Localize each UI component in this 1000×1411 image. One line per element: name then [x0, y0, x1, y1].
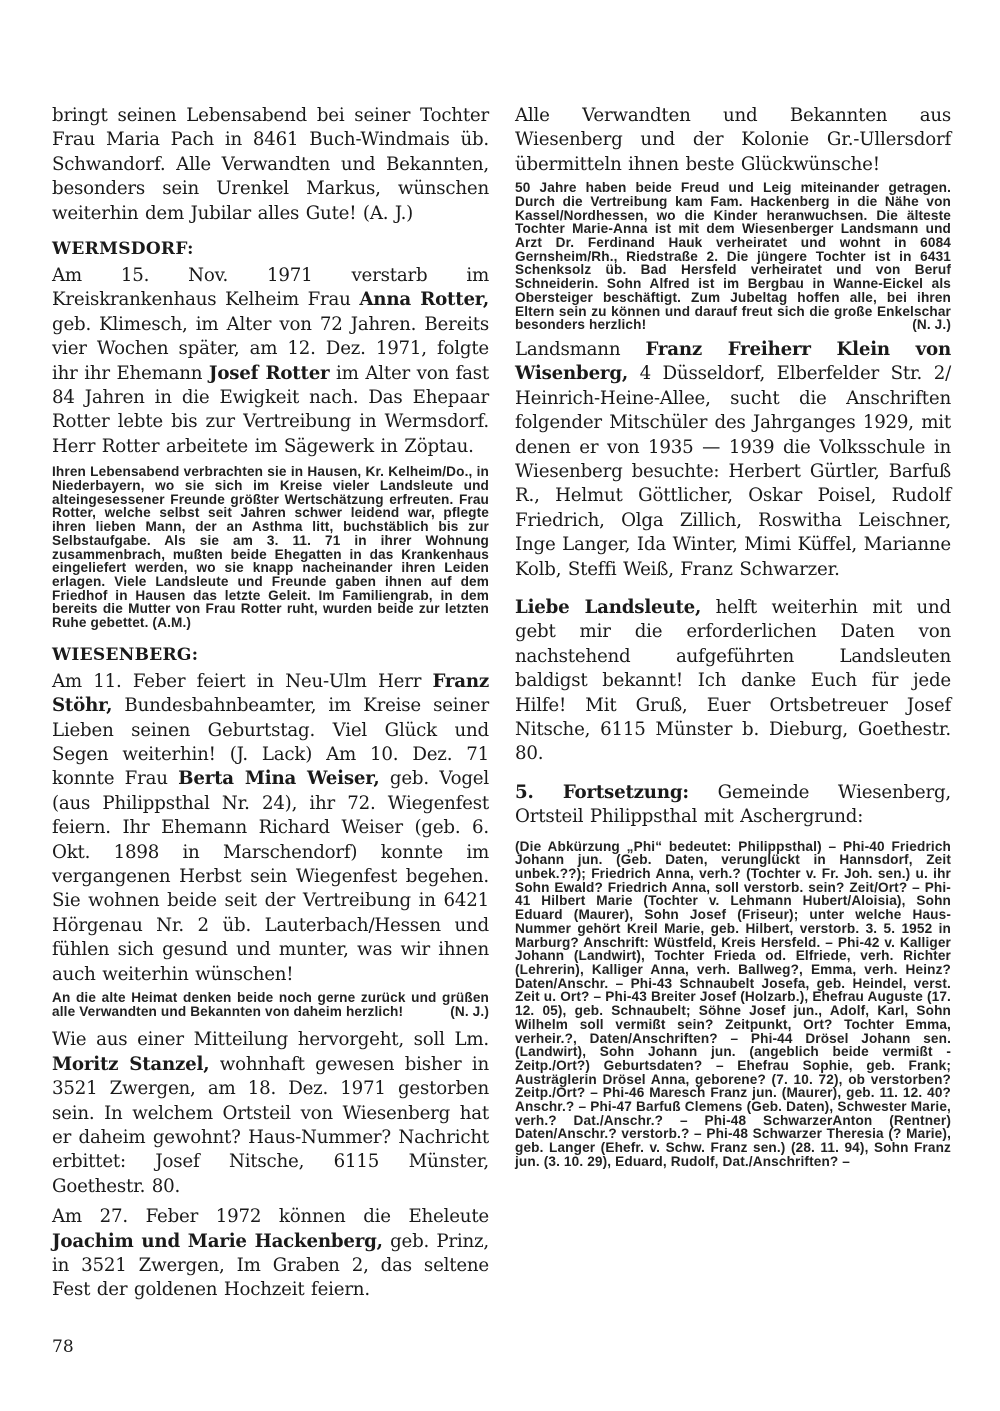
- wermsdorf-detail: Ihren Lebensabend verbrachten sie in Hausen, Kr. Kelheim/Do., in Niederbayern, wo sie sich im Kreise vieler Landsleute und alteingesessener Freunde größter Wertschätzung erfreuten. Frau Rotter, welche selbst seit Jahren schwer leidend war, pflegte ihren lieben Mann, der an Asthma litt, buchstäblich bis zur Selbstaufgabe. Als sie am 3. 11. 71 in ihrer Wohnung zusammenbrach, mußten beide Ehegatten in das Krankenhaus eingeliefert werden, wo sie knapp nacheinander ihren Leiden erlagen. Viele Landsleute und Freunde gaben ihnen auf dem Friedhof in Hausen das letzte Geleit. Im Familiengrab, in dem bereits die Mutter von Frau Rotter ruht, wurden beide zur letzten Ruhe gebettet. (A.M.): [52, 464, 489, 631]
- person-name: Franz Stöhr,: [52, 670, 489, 717]
- appeal-paragraph: Liebe Landsleute, helft weiterhin mit und gebt mir die erforderlichen Daten von nachstehend aufgeführten Landsleuten baldigst bekannt! Ich danke Euch für jede Hilfe! Mit Gruß, Euer Ortsbetreuer Josef Nitsche, 6115 Münster b. Dieburg, Goethestr. 80.: [515, 597, 952, 765]
- residents-list: (Die Abkürzung „Phi“ bedeutet: Philippsthal) – Phi-40 Friedrich Johann jun. (Geb. Daten, verunglückt in Hannsdorf, Zeit unbek.??); Friedrich Anna, verh.? (Tochter v. Fr. Joh. sen.) u. ihr Sohn Ewald? Friedrich Anna, soll verstorb. sein? Zeit/Ort? – Phi-41 Hilbert Marie (Tochter v. Lehmann Hubert/Aloisia), Sohn Eduard (Maurer), Sohn Josef (Friseur); unter welche Haus-Nummer gehört Kreil Marie, geb. Hilbert, verstorb. 3. 5. 1952 in Marburg? Anschrift: Wüstfeld, Kreis Hersfeld. – Phi-42 v. Kalliger Johann (Landwirt), Tochter Frieda od. Elfriede, verh. Richter (Lehrerin), Kalliger Anna, verh. Ballweg?, Emma, verh. Heinz? Daten/Anschr. – Phi-43 Schnaubelt Josefa, geb. Heindel, verst. Zeit u. Ort? – Phi-43 Breiter Josef (Holzarb.), Ehefrau Auguste (17. 12. 05), geb. Schnaubelt; Söhne Josef jun., Adolf, Karl, Sohn Wilhelm soll vermißt sein? Zeitpunkt, Ort? Tochter Emma, verheir.?, Daten/Anschriften? – Phi-44 Drösel Johann sen. (Landwirt), Sohn Johann jun. (angeblich beide vermißt - Zeitp./Ort?) Geburtsdaten? – Ehefrau Sophie, geb. Frank; Austräglerin Drösel Anna, geborene? (7. 10. 72), ob verstorben? Zeitp./Ort? – Phi-46 Maresch Franz jun. (Maurer), geb. 11. 12. 40? Anschr.? – Phi-47 Barfuß Clemens (Geb. Daten), Schwester Marie, verh.? Dat./Anschr.? – Phi-48 SchwarzerAnton (Rentner) Daten/Anschr.? verstorb.? – Phi-48 Schwarzer Theresia (? Marie), geb. Langer (Ehefr. v. Schw. Franz sen.) (28. 11. 94), Sohn Franz jun. (3. 10. 29), Eduard, Rudolf, Dat./Anschriften? –: [515, 838, 951, 1169]
- person-name: Moritz Stanzel,: [52, 1053, 210, 1075]
- wiesenberg-birthdays: Am 11. Feber feiert in Neu-Ulm Herr Franz Stöhr, Bundesbahnbeamter, im Kreise seiner Lieben seinen Geburtstag. Viel Glück und Segen weiterhin! (J. Lack) Am 10. Dez. 71 konnte Frau Berta Mina Weiser, geb. Vogel (aus Philippsthal Nr. 24), ihr 72. Wiegenfest feiern. Ihr Ehemann Richard Weiser (geb. 6. Okt. 1898 in Marschendorf) konnte im vergangenen Herbst sein Wiegenfest begehen. Sie wohnen beide seit der Vertreibung in 6421 Hörgenau Nr. 2 üb. Lauterbach/Hessen und fühlen sich gesund und munter, was wir ihnen auch weiterhin wünschen!: [52, 670, 489, 985]
- section-heading-wermsdorf: WERMSDORF:: [52, 239, 194, 260]
- page-number: 78: [52, 1337, 74, 1357]
- hackenberg-detail: 50 Jahre haben beide Freud und Leig miteinander getragen. Durch die Vertreibung kam Fam. Hackenberg in die Nähe von Kassel/Nordhessen, wo die Kinder heranwuchsen. Die älteste Tochter Marie-Anna ist mit dem Wiesenberger Landsmann und Arzt Dr. Ferdinand Hauk verheiratet und wohnt in 6084 Gernsheim/Rh., Riedstraße 2. Die jüngere Tochter ist in 6431 Schenksolz üb. Bad Hersfeld verheiratet und von Beruf Schneiderin. Sohn Alfred ist im Bergbau in Wanne-Eickel als Obersteiger beschäftigt. Zum Jubeltag hoffen alle, bei ihren Eltern sein zu können und darauf freut sich die große Enkelschar besonders herzlich! (N. J.): [515, 180, 951, 333]
- continuation-lead: 5. Fortsetzung:: [515, 781, 689, 803]
- classmates-search: Landsmann Franz Freiherr Klein von Wisenberg, 4 Düsseldorf, Elberfelder Str. 2/ Heinrich-Heine-Allee, sucht die Anschriften folgender Mitschüler des Jahrganges 1929, mit denen er von 1935 — 1939 die Volksschule in Wiesenberg besuchte: Herbert Gürtler, Barfuß R., Helmut Göttlicher, Oskar Poisel, Rudolf Friedrich, Olga Zillich, Roswitha Leischner, Inge Langer, Ida Winter, Mimi Küffel, Marianne Kolb, Steffi Weiß, Franz Schwarzer.: [515, 338, 951, 580]
- person-name: Joachim und Marie Hackenberg,: [52, 1230, 383, 1252]
- intro-paragraph: bringt seinen Lebensabend bei seiner Tochter Frau Maria Pach in 8461 Buch-Windmais üb. Schwandorf. Alle Verwandten und Bekannten, besonders sein Urenkel Markus, wünschen weiterhin dem Jubilar alles Gute! (A. J.): [52, 105, 489, 224]
- person-name: Anna Rotter,: [359, 289, 489, 311]
- left-column: [52, 104, 489, 1303]
- person-name: Franz Freiherr Klein von Wisenberg,: [515, 338, 951, 385]
- person-name: Berta Mina Weiser,: [178, 768, 380, 790]
- right-column: [515, 104, 951, 1169]
- hackenberg-anniversary: Am 27. Feber 1972 können die Eheleute Joachim und Marie Hackenberg, geb. Prinz, in 3521 Zwergen, Im Graben 2, das seltene Fest der goldenen Hochzeit feiern.: [52, 1206, 489, 1301]
- continuation-heading: 5. Fortsetzung: Gemeinde Wiesenberg, Ortsteil Philippsthal mit Aschergrund:: [515, 781, 951, 828]
- person-name: Josef Rotter: [208, 362, 330, 384]
- stanzel-inquiry: Wie aus einer Mitteilung hervorgeht, soll Lm. Moritz Stanzel, wohnhaft gewesen bisher in 3521 Zwergen, am 18. Dez. 1971 gestorben sein. In welchem Ortsteil von Wiesenberg hat er daheim gewohnt? Haus-Nummer? Nachricht erbittet: Josef Nitsche, 6115 Münster, Goethestr. 80.: [52, 1029, 490, 1197]
- appeal-lead: Liebe Landsleute,: [515, 597, 702, 619]
- author-initials: (N. J.): [912, 317, 951, 333]
- author-initials: (N. J.): [450, 1003, 489, 1019]
- wiesenberg-greeting: An die alte Heimat denken beide noch gerne zurück und grüßen alle Verwandten und Bekannten von daheim herzlich! (N. J.): [52, 990, 489, 1019]
- wermsdorf-obituary: Am 15. Nov. 1971 verstarb im Kreiskrankenhaus Kelheim Frau Anna Rotter, geb. Klimesch, im Alter von 72 Jahren. Bereits vier Wochen später, am 12. Dez. 1971, folgte ihr ihr Ehemann Josef Rotter im Alter von fast 84 Jahren in die Ewigkeit nach. Das Ehepaar Rotter lebte bis zur Vertreibung in Wermsdorf. Herr Rotter arbeitete im Sägewerk in Zöptau.: [52, 265, 489, 457]
- section-heading-wiesenberg: WIESENBERG:: [52, 644, 199, 665]
- greeting-paragraph: Alle Verwandten und Bekannten aus Wiesenberg und der Kolonie Gr.-Ullersdorf übermitteln ihnen beste Glückwünsche!: [515, 105, 951, 175]
